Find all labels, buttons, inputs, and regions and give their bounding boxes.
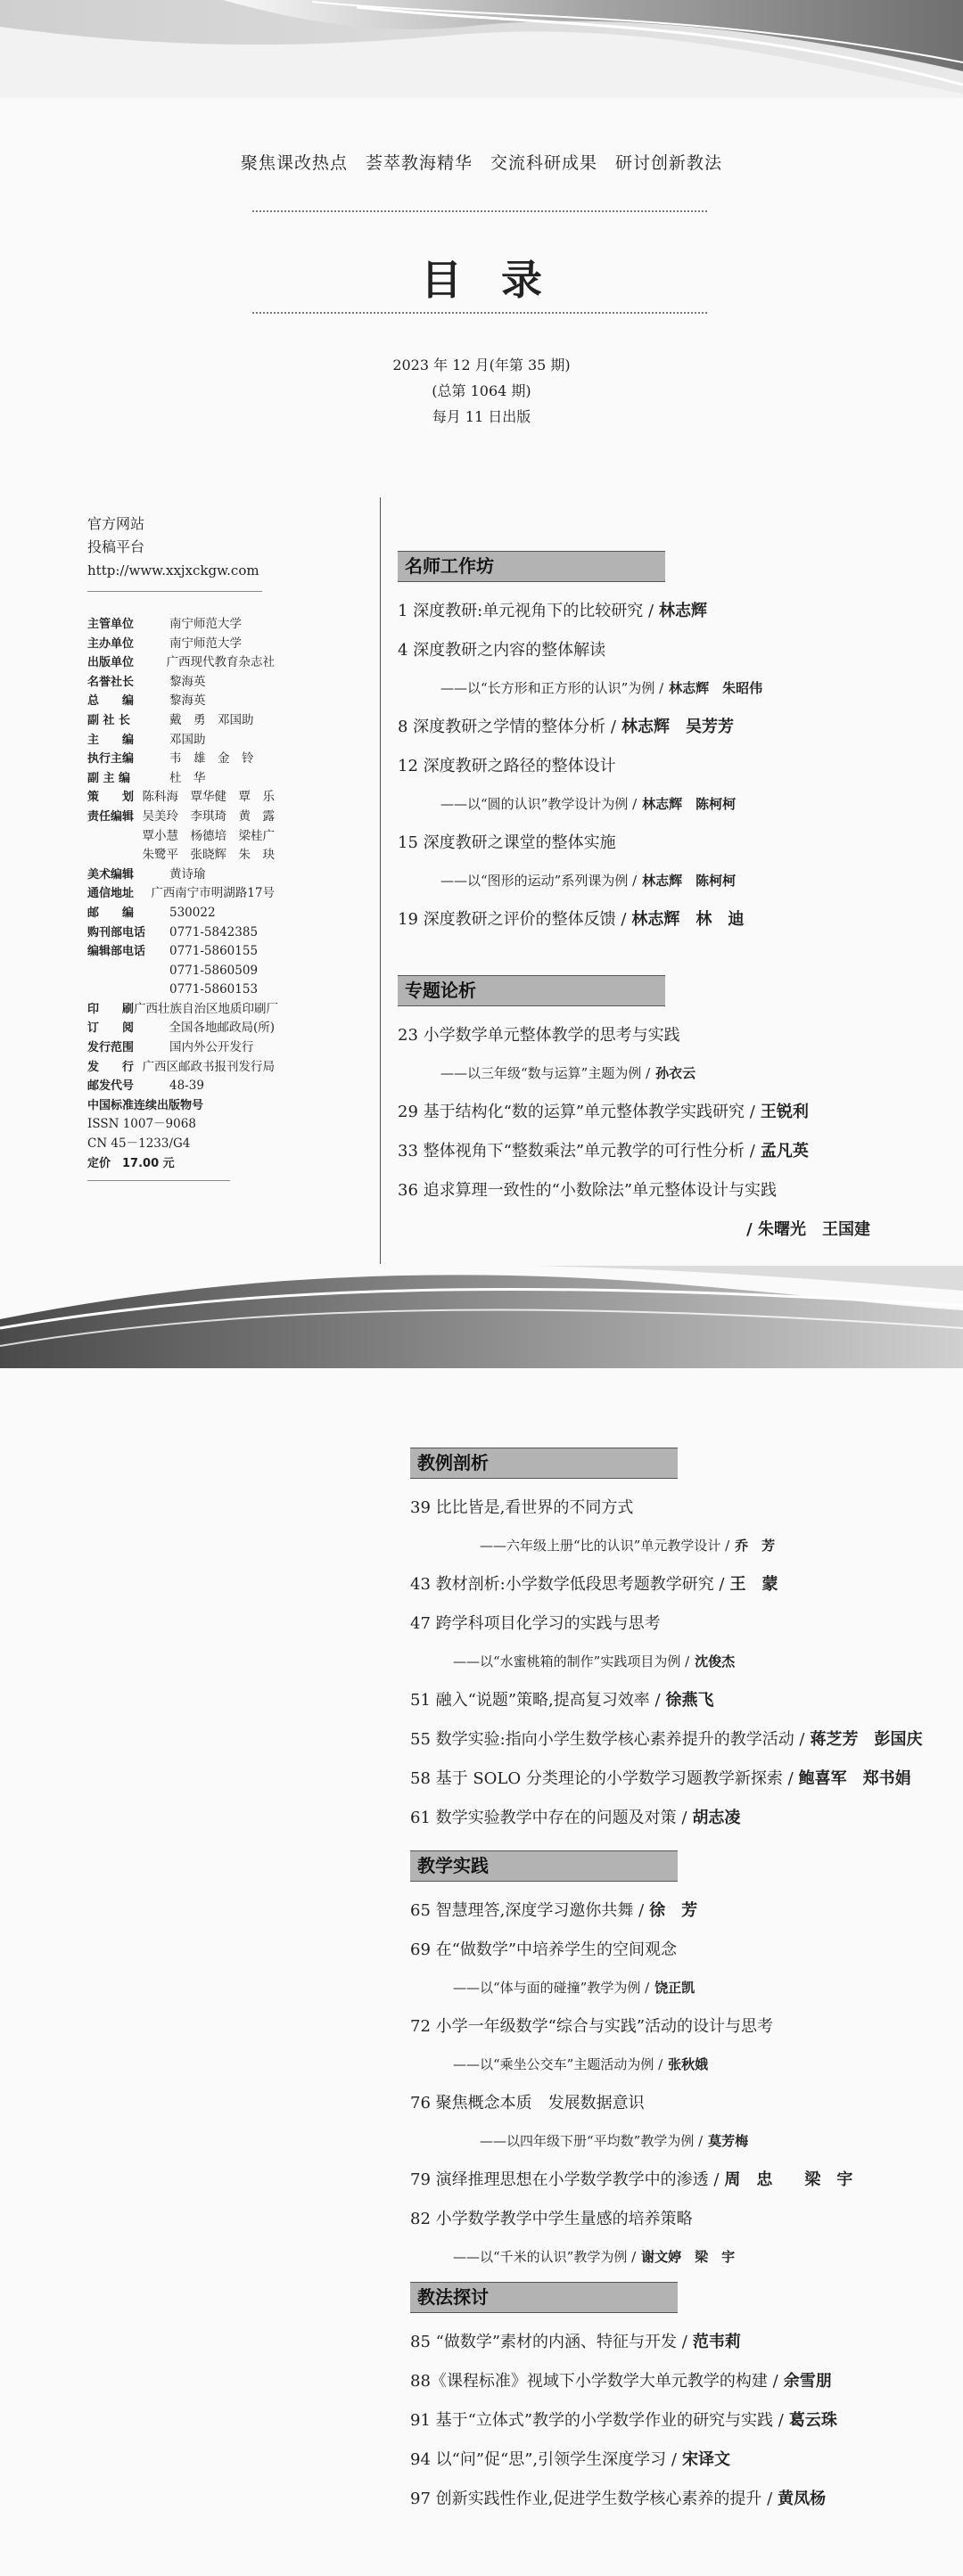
toc-entry[interactable] — [410, 1901, 852, 1921]
toc-entry[interactable] — [398, 871, 762, 890]
toc-entry-title: 23 小学数学单元整体教学的思考与实践 — [398, 1026, 680, 1045]
section-title: 名师工作坊 — [398, 551, 665, 582]
masthead-value: 0771-5842385 — [169, 924, 259, 939]
toc-entry-title: ——以“图形的运动”系列课为例 / — [440, 873, 638, 889]
toc-entry-author: 莫芳梅 — [708, 2133, 749, 2149]
issue-info — [0, 352, 963, 430]
toc-entry[interactable] — [410, 2411, 837, 2431]
toc-entry[interactable] — [410, 1614, 922, 1634]
website-link[interactable]: http://www.xxjxckgw.com — [87, 562, 259, 578]
toc-entry-author: 谢文婷 梁 宇 — [641, 2249, 736, 2265]
official-site-label: 官方网站 — [87, 515, 145, 532]
page-title: 目录 — [421, 256, 581, 304]
masthead-value: 广西区邮政书报刊发行局 — [142, 1059, 275, 1074]
toc-entry[interactable] — [410, 1978, 852, 1998]
masthead-row — [87, 711, 275, 731]
section-jiaofa — [410, 2282, 837, 2509]
divider-bottom — [252, 312, 707, 314]
section-title: 专题论析 — [398, 975, 665, 1006]
toc-entry[interactable] — [398, 1220, 870, 1240]
toc-entry-author: 宋译文 — [681, 2450, 730, 2469]
masthead-divider — [87, 591, 262, 592]
toc-entry[interactable] — [398, 910, 762, 930]
masthead-value: 广西壮族自治区地质印刷厂 — [134, 1001, 279, 1016]
toc-entry-author: 林志辉 吴芳芳 — [621, 718, 734, 736]
masthead-row — [87, 884, 275, 904]
cn-number: CN 45－1233/G4 — [87, 1136, 191, 1152]
section-mingshi — [398, 551, 762, 930]
section-title: 教学实践 — [410, 1850, 678, 1882]
toc-entry-author: 胡志凌 — [692, 1809, 741, 1827]
toc-entry-title: ——以“体与面的碰撞”教学为例 / — [453, 1980, 650, 1996]
masthead-label — [87, 846, 143, 866]
toc-entry[interactable] — [410, 2170, 852, 2190]
masthead-label: 执行主编 — [87, 752, 135, 767]
issue-total: (总第 1064 期) — [432, 382, 531, 399]
masthead-row — [87, 904, 275, 923]
toc-entry[interactable] — [398, 602, 762, 621]
section-zhuanti — [398, 975, 870, 1240]
toc-entry-author: 沈俊杰 — [695, 1653, 736, 1669]
toc-entry-title: 51 融入“说题”策略,提高复习效率 / — [410, 1691, 661, 1710]
masthead-label: 发 行 — [87, 1060, 135, 1074]
masthead-label: 主管单位 — [87, 618, 135, 631]
masthead-label: 副 社 长 — [87, 713, 131, 727]
toc-entry[interactable] — [410, 2450, 837, 2470]
column-divider — [380, 497, 381, 1264]
masthead-value: 陈科海 覃华健 覃 乐 — [142, 790, 275, 805]
toc-entry[interactable] — [410, 2333, 837, 2352]
toc-entry-author: 林志辉 陈柯柯 — [642, 873, 737, 889]
toc-entry[interactable] — [398, 1181, 870, 1201]
masthead-value: 广西现代教育杂志社 — [166, 655, 275, 670]
top-wave-decoration — [0, 0, 963, 98]
toc-entry-title: 82 小学数学教学中学生量感的培养策略 — [410, 2210, 693, 2228]
toc-entry-title: 69 在“做数学”中培养学生的空间观念 — [410, 1940, 678, 1959]
masthead-label: 责任编辑 — [87, 809, 135, 824]
masthead-info — [87, 615, 279, 1096]
toc-entry-title: ——以“圆的认识”教学设计为例 / — [440, 796, 638, 812]
masthead-label: 发行范围 — [87, 1041, 135, 1055]
toc-entry-title: 12 深度教研之路径的整体设计 — [398, 757, 616, 775]
masthead-row — [87, 808, 275, 827]
masthead-row — [87, 653, 275, 673]
toc-entry-title: ——以“水蜜桃箱的制作”实践项目为例 / — [453, 1653, 690, 1669]
toc-entry[interactable] — [410, 2055, 852, 2074]
toc-entry-title: ——以“乘坐公交车”主题活动为例 / — [453, 2056, 663, 2072]
masthead-label: 策 划 — [87, 791, 135, 805]
toc-entry[interactable] — [410, 1536, 922, 1555]
toc-entry-author: 林志辉 朱昭伟 — [669, 680, 763, 696]
toc-entry-title: 65 智慧理答,深度学习邀你共舞 / — [410, 1901, 645, 1920]
masthead-value: 黎海英 — [169, 693, 206, 709]
toc-entry-author: 蒋芝芳 彭国庆 — [810, 1730, 923, 1749]
toc-entry[interactable] — [398, 1142, 870, 1161]
toc-entry-author: 徐燕飞 — [665, 1691, 714, 1710]
toc-entry-author: 孙衣云 — [655, 1065, 696, 1081]
submission-label: 投稿平台 — [87, 538, 145, 555]
toc-entry-author: 饶正凯 — [654, 1980, 696, 1996]
toc-entry-title: 47 跨学科项目化学习的实践与思考 — [410, 1614, 661, 1633]
masthead-label — [87, 980, 169, 1000]
masthead-label — [87, 827, 143, 847]
masthead-value: 0771-5860155 — [169, 944, 259, 959]
masthead-row — [87, 1038, 275, 1058]
toc-entry-author: 周 忠 梁 宇 — [724, 2170, 853, 2189]
toc-entry[interactable] — [410, 2247, 852, 2267]
toc-entry-title: 72 小学一年级数学“综合与实践”活动的设计与思考 — [410, 2017, 774, 2036]
masthead-row — [87, 827, 275, 847]
toc-entry[interactable] — [398, 718, 762, 737]
toc-entry-author: 王 蒙 — [729, 1575, 778, 1594]
toc-entry-title: 91 基于“立体式”教学的小学数学作业的研究与实践 / — [410, 2411, 784, 2430]
toc-entry-author: 范韦莉 — [692, 2333, 741, 2351]
toc-entry[interactable] — [398, 1026, 870, 1046]
toc-entry-title: 61 数学实验教学中存在的问题及对策 / — [410, 1809, 687, 1827]
masthead-divider-bottom — [87, 1180, 230, 1181]
masthead-value: 48-39 — [169, 1079, 204, 1094]
masthead-label: 出版单位 — [87, 656, 135, 670]
section-jiaoxue — [410, 1850, 852, 2267]
toc-entry-title: 55 数学实验:指向小学生数学核心素养提升的教学活动 / — [410, 1730, 805, 1749]
toc-entry-author: 林志辉 — [659, 602, 708, 620]
masthead-value: 530022 — [169, 905, 216, 920]
toc-entry-title: 39 比比皆是,看世界的不同方式 — [410, 1498, 634, 1517]
masthead-row — [87, 923, 275, 943]
toc-entry-title: 97 创新实践性作业,促进学生数学核心素养的提升 / — [410, 2490, 773, 2508]
section-title: 教例剖析 — [410, 1448, 678, 1479]
masthead-row — [87, 635, 275, 654]
toc-entry-author: 张秋娥 — [668, 2056, 709, 2072]
middle-wave-decoration — [0, 1266, 963, 1368]
masthead-value: 南宁师范大学 — [169, 617, 242, 631]
masthead-value: 杜 华 — [169, 770, 206, 785]
toc-entry-title: 85 “做数学”素材的内涵、特征与开发 / — [410, 2333, 687, 2351]
masthead-label: 副 主 编 — [87, 771, 131, 785]
masthead-value: 朱鹭平 张晓辉 朱 玦 — [142, 848, 275, 863]
masthead-value: 黄诗瑜 — [169, 866, 206, 882]
toc-entry[interactable] — [398, 1063, 870, 1083]
masthead-value: 戴 勇 邓国助 — [169, 712, 254, 727]
masthead-row — [87, 769, 275, 789]
toc-entry[interactable] — [410, 2372, 837, 2391]
masthead-label: 订 阅 — [87, 1021, 135, 1036]
toc-entry[interactable] — [410, 1809, 922, 1828]
toc-entry-author: 余雪朋 — [783, 2372, 832, 2391]
issue-date: 2023 年 12 月(年第 35 期) — [392, 357, 571, 373]
masthead-label: 编辑部电话 — [87, 945, 146, 959]
toc-entry[interactable] — [398, 678, 762, 698]
toc-entry[interactable] — [398, 833, 762, 853]
toc-entry[interactable] — [410, 1498, 922, 1518]
toc-entry-title: 36 追求算理一致性的“小数除法”单元整体设计与实践 — [398, 1181, 778, 1200]
masthead-value: 0771-5860509 — [169, 963, 259, 978]
toc-entry-title: 76 聚焦概念本质 发展数据意识 — [410, 2094, 645, 2112]
issue-publish: 每月 11 日出版 — [432, 408, 531, 425]
toc-entry-title: 4 深度教研之内容的整体解读 — [398, 641, 606, 660]
masthead-label: 主办单位 — [87, 636, 135, 651]
masthead-row — [87, 1000, 279, 1020]
toc-entry-title: 94 以“问”促“思”,引领学生深度学习 / — [410, 2450, 677, 2469]
masthead-row — [87, 980, 275, 1000]
masthead-row — [87, 866, 275, 885]
toc-entry-title: / 朱曙光 王国建 — [746, 1220, 870, 1239]
masthead-row — [87, 788, 275, 808]
masthead-row — [87, 731, 275, 751]
masthead-label: 美术编辑 — [87, 867, 135, 882]
masthead-row — [87, 615, 275, 635]
masthead-value: 全国各地邮政局(所) — [169, 1021, 275, 1036]
toc-entry-author: 孟凡英 — [760, 1142, 809, 1161]
std-number-label: 中国标准连续出版物号 — [87, 1098, 204, 1112]
masthead-value: 黎海英 — [169, 674, 206, 689]
toc-entry-title: 29 基于结构化“数的运算”单元整体教学实践研究 / — [398, 1103, 755, 1121]
masthead-label: 邮 编 — [87, 906, 135, 920]
masthead-row — [87, 750, 275, 769]
masthead-row — [87, 1058, 275, 1078]
toc-entry[interactable] — [410, 1730, 922, 1750]
toc-entry[interactable] — [410, 1691, 922, 1710]
toc-entry[interactable] — [410, 2131, 852, 2151]
toc-entry-author: 徐 芳 — [649, 1901, 698, 1920]
toc-entry-title: ——六年级上册“比的认识”单元教学设计 / — [480, 1538, 730, 1554]
masthead-row — [87, 1019, 275, 1038]
toc-entry[interactable] — [410, 1769, 922, 1789]
toc-entry[interactable] — [410, 2094, 852, 2113]
masthead-label: 印 刷 — [87, 1002, 135, 1016]
masthead-value: 南宁师范大学 — [169, 636, 242, 651]
toc-entry[interactable] — [410, 1940, 852, 1960]
masthead-value: 覃小慧 杨德培 梁桂广 — [142, 828, 275, 843]
toc-entry-title: ——以“千米的认识”教学为例 / — [453, 2249, 637, 2265]
section-title: 教法探讨 — [410, 2282, 678, 2313]
toc-entry[interactable] — [398, 794, 762, 814]
masthead-label — [87, 962, 169, 981]
toc-entry-author: 黄凤杨 — [778, 2490, 827, 2508]
toc-entry-title: 15 深度教研之课堂的整体实施 — [398, 833, 616, 852]
toc-entry-author: 王锐利 — [760, 1103, 809, 1121]
price: 定价 17.00 元 — [87, 1156, 175, 1170]
masthead-label: 主 编 — [87, 733, 135, 747]
toc-entry[interactable] — [410, 2017, 852, 2037]
toc-entry-author: 林志辉 林 迪 — [631, 910, 745, 929]
toc-entry-title: 8 深度教研之学情的整体分析 / — [398, 718, 616, 736]
masthead-value: 邓国助 — [169, 732, 206, 747]
toc-entry-author: 鲍喜军 郑书娟 — [798, 1769, 911, 1788]
masthead-row — [87, 942, 275, 962]
masthead-label: 通信地址 — [87, 887, 135, 901]
toc-entry[interactable] — [410, 2490, 837, 2509]
divider-top — [252, 210, 707, 212]
masthead-value: 0771-5860153 — [169, 982, 259, 997]
masthead-label: 邮发代号 — [87, 1079, 135, 1094]
toc-entry-title: 88《课程标准》视域下小学数学大单元教学的构建 / — [410, 2372, 778, 2391]
masthead-value: 国内外公开发行 — [169, 1040, 254, 1055]
masthead-row — [87, 673, 275, 693]
toc-entry-author: 葛云珠 — [788, 2411, 837, 2430]
toc-entry[interactable] — [398, 757, 762, 776]
masthead-label: 购刊部电话 — [87, 925, 146, 939]
toc-entry-title: ——以四年级下册“平均数”教学为例 / — [480, 2133, 704, 2149]
toc-entry-title: ——以“长方形和正方形的认识”为例 / — [440, 680, 664, 696]
toc-entry-title: 79 演绎推理思想在小学数学教学中的渗透 / — [410, 2170, 720, 2189]
toc-entry-title: 19 深度教研之评价的整体反馈 / — [398, 910, 627, 929]
toc-entry-title: 1 深度教研:单元视角下的比较研究 / — [398, 602, 654, 620]
toc-entry[interactable] — [410, 2210, 852, 2229]
masthead-row — [87, 692, 275, 711]
toc-entry-author: 林志辉 陈柯柯 — [642, 796, 737, 812]
masthead-row — [87, 962, 275, 981]
masthead-label: 名誉社长 — [87, 675, 135, 689]
toc-entry-title: 58 基于 SOLO 分类理论的小学数学习题教学新探索 / — [410, 1769, 794, 1788]
masthead-row — [87, 1077, 275, 1096]
masthead-value: 韦 雄 金 铃 — [169, 751, 254, 767]
toc-entry[interactable] — [398, 641, 762, 660]
section-jiaoli — [410, 1448, 922, 1828]
toc-entry-title: 43 教材剖析:小学数学低段思考题教学研究 / — [410, 1575, 725, 1594]
masthead-value: 吴美玲 李琪琦 黄 露 — [142, 808, 275, 824]
masthead-label: 总 编 — [87, 694, 135, 709]
toc-entry-author: 乔 芳 — [735, 1538, 776, 1554]
toc-entry-title: 33 整体视角下“整数乘法”单元教学的可行性分析 / — [398, 1142, 755, 1161]
toc-entry[interactable] — [398, 1103, 870, 1122]
masthead-value: 广西南宁市明湖路17号 — [151, 886, 275, 901]
toc-entry[interactable] — [410, 1652, 922, 1671]
issn: ISSN 1007－9068 — [87, 1117, 196, 1132]
masthead-row — [87, 846, 275, 866]
toc-entry[interactable] — [410, 1575, 922, 1595]
toc-entry-title: ——以三年级“数与运算”主题为例 / — [440, 1065, 651, 1081]
slogan: 聚焦课改热点 荟萃教海精华 交流科研成果 研讨创新教法 — [240, 153, 722, 173]
masthead — [87, 513, 279, 1181]
